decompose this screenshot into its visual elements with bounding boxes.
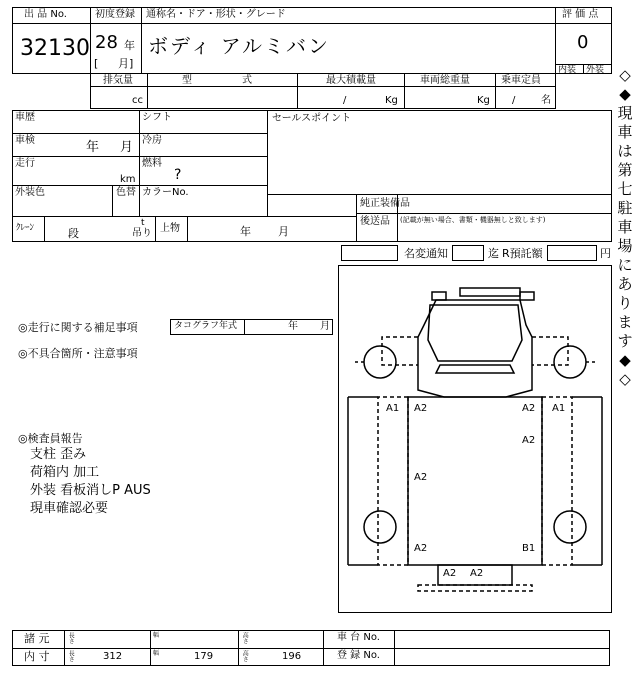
side-char: に <box>617 256 633 274</box>
details-hline-3 <box>12 185 268 186</box>
interior-label: 内装 <box>558 65 577 75</box>
truck-diagram <box>338 265 612 613</box>
inspection-month-unit: 月 <box>120 140 134 155</box>
side-char: 駐 <box>617 199 633 217</box>
dims-v1 <box>64 630 65 666</box>
tachograph-label: タコグラフ年式 <box>174 321 238 331</box>
spec-width-label: 幅 <box>153 632 160 639</box>
spec-label: 諸 元 <box>24 632 50 645</box>
lot-no-label: 出 品 No. <box>24 9 67 20</box>
yen-unit: 円 <box>600 247 611 260</box>
upper-body-month: 月 <box>278 225 289 238</box>
first-reg-month-open: [ <box>94 57 99 70</box>
details-vsplit <box>139 110 140 217</box>
crane-row <box>12 216 357 242</box>
gross-weight-label: 車両総重量 <box>420 75 470 86</box>
crane-vsplit-3 <box>187 216 188 242</box>
mark-left-a2-bottom: A2 <box>414 543 428 554</box>
rear-items-note: (記載が無い場合、書類・機器無しと致します) <box>400 216 546 224</box>
displacement-unit: cc <box>132 95 143 106</box>
max-load-unit: Kg <box>385 95 398 106</box>
mark-right-a2-mid: A2 <box>522 435 536 446</box>
dims-v3 <box>238 630 239 666</box>
defects-heading: ◎不具合箇所・注意事項 <box>18 347 138 360</box>
spec-vsplit-3 <box>404 73 405 109</box>
inner-dimensions-label: 内 寸 <box>24 650 50 663</box>
crane-ton-unit: t <box>141 218 145 228</box>
details-left <box>12 110 268 217</box>
lot-no-label-divider <box>12 23 91 24</box>
until-mark: 迄 <box>488 247 499 260</box>
header-divider <box>90 23 556 24</box>
capacity-label: 乗車定員 <box>501 75 541 86</box>
side-char: あ <box>617 275 633 293</box>
color-change-label: 色替 <box>116 187 136 198</box>
crane-vsplit-2 <box>155 216 156 242</box>
mark-right-b1: B1 <box>522 543 536 554</box>
upper-body-year: 年 <box>240 225 251 238</box>
capacity-unit: 名 <box>541 95 551 106</box>
name-change-blank <box>341 245 398 261</box>
gross-weight-unit: Kg <box>477 95 490 106</box>
fuel-label: 燃料 <box>142 158 162 169</box>
spec-length-label: 長さ <box>67 632 75 644</box>
driving-notes-heading: ◎走行に関する補足事項 <box>18 321 138 334</box>
dims-v5 <box>394 630 395 666</box>
vehicle-name: ボディ アルミバン <box>148 34 330 58</box>
model-label-2: 式 <box>242 75 252 86</box>
side-char: 第 <box>617 161 633 179</box>
color-vsplit <box>112 185 113 217</box>
first-reg-year-unit: 年 <box>124 39 135 52</box>
inner-length-value: 312 <box>103 651 123 662</box>
side-char: 七 <box>617 180 633 198</box>
model-label: 型 <box>182 75 192 86</box>
inspector-report-heading: ◎検査員報告 <box>18 432 83 445</box>
inspection-year-unit: 年 <box>86 140 100 155</box>
mark-center-a2: A2 <box>414 472 428 483</box>
score-value: 0 <box>577 32 589 53</box>
sales-point-label: セールスポイント <box>272 113 352 124</box>
spec-height-label: 高さ <box>241 632 249 644</box>
inner-height-value: 196 <box>282 651 302 662</box>
first-reg-year: 28 <box>95 32 118 53</box>
shift-label: シフト <box>142 112 172 123</box>
side-char: ◆ <box>619 85 631 103</box>
mark-left-a1: A1 <box>386 403 400 414</box>
crane-stage-unit: 段 <box>68 227 79 240</box>
side-char: は <box>617 142 633 160</box>
genuine-parts-label: 純正装備品 <box>360 198 410 209</box>
registration-no-label: 登 録 No. <box>337 650 380 661</box>
report-line: 外装 看板消しP AUS <box>30 483 151 498</box>
side-char: 車 <box>617 218 633 236</box>
mark-left-a2: A2 <box>414 403 428 414</box>
tachograph-month: 月 <box>320 321 330 332</box>
side-char: り <box>617 294 633 312</box>
mark-rear-a2-left: A2 <box>443 568 457 579</box>
score-label: 評 価 点 <box>562 9 599 20</box>
side-char: ◆ <box>619 351 631 369</box>
spec-row-divider <box>90 86 556 87</box>
inner-width-value: 179 <box>194 651 214 662</box>
side-char: ま <box>617 313 633 331</box>
name-change-date-box <box>452 245 484 261</box>
max-load-slash: / <box>343 95 347 106</box>
report-line: 荷箱内 加工 <box>30 465 100 480</box>
report-line: 現車確認必要 <box>30 501 109 516</box>
mark-right-a1: A1 <box>552 403 566 414</box>
color-no-label: カラーNo. <box>142 187 189 198</box>
side-char: ◇ <box>619 66 631 84</box>
mark-rear-a2-right: A2 <box>470 568 484 579</box>
vehicle-name-label: 通称名・ドア・形状・グレード <box>146 9 286 20</box>
exterior-label: 外装 <box>586 65 605 75</box>
score-divider <box>555 23 612 24</box>
inner-length-label: 長さ <box>67 650 75 662</box>
details-hline-2 <box>12 156 268 157</box>
crane-vsplit-1 <box>44 216 45 242</box>
name-change-label: 名変通知 <box>404 247 448 260</box>
lot-number: 32130 <box>20 36 90 61</box>
side-notice <box>614 66 636 389</box>
displacement-label: 排気量 <box>103 75 133 86</box>
crane-hoist-unit: 吊り <box>132 228 152 239</box>
spec-vsplit-1 <box>147 73 148 109</box>
dims-hline <box>12 648 610 649</box>
inner-height-label: 高さ <box>241 650 249 662</box>
side-char: す <box>617 332 633 350</box>
tachograph-year: 年 <box>288 321 298 332</box>
r-deposit-box <box>547 245 597 261</box>
ac-label: 冷房 <box>142 135 162 146</box>
tachograph-vsplit <box>244 319 245 335</box>
side-char: ◇ <box>619 370 631 388</box>
fuel-value: ? <box>174 167 182 183</box>
history-label: 車歴 <box>15 112 35 123</box>
upper-body-label: 上物 <box>160 223 180 234</box>
score-sub-vsplit <box>583 64 584 74</box>
spec-vsplit-4 <box>495 73 496 109</box>
side-char: 車 <box>617 123 633 141</box>
chassis-no-label: 車 台 No. <box>337 632 380 643</box>
capacity-slash: / <box>512 95 516 106</box>
exterior-color-label: 外装色 <box>15 187 45 198</box>
dims-v2 <box>150 630 151 666</box>
report-line: 支柱 歪み <box>30 447 87 462</box>
mark-right-a2-top: A2 <box>522 403 536 414</box>
details-hline-1 <box>12 133 268 134</box>
max-load-label: 最大積載量 <box>326 75 376 86</box>
r-deposit-label: R預託額 <box>502 247 543 260</box>
side-char: 場 <box>617 237 633 255</box>
mileage-unit: km <box>120 174 136 185</box>
inner-width-label: 幅 <box>153 650 160 657</box>
equipment-divider <box>356 213 612 214</box>
inspection-label: 車検 <box>15 135 35 146</box>
first-reg-month-unit: 月] <box>118 57 134 70</box>
rear-items-label: 後送品 <box>360 216 390 227</box>
first-reg-label: 初度登録 <box>95 9 135 20</box>
dims-v4 <box>323 630 324 666</box>
crane-label: ｸﾚｰﾝ <box>16 223 35 233</box>
mileage-label: 走行 <box>15 158 35 169</box>
header-vsplit <box>141 7 142 74</box>
side-char: 現 <box>617 104 633 122</box>
spec-vsplit-2 <box>297 73 298 109</box>
